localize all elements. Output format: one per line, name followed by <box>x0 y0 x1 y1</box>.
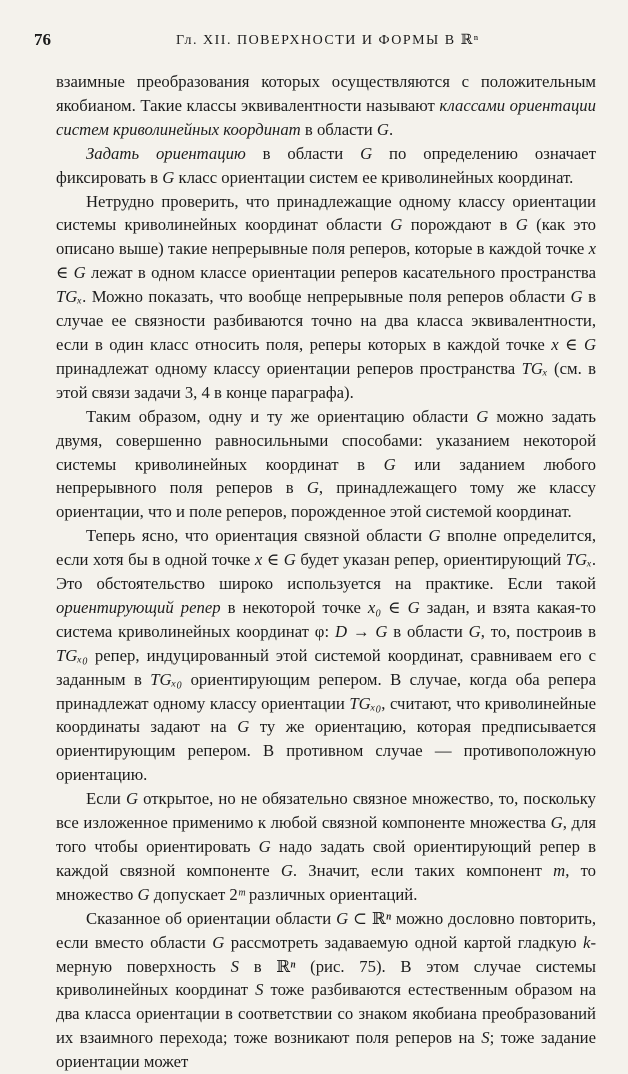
italic-run: S <box>481 1028 490 1048</box>
italic-run: k <box>583 932 591 952</box>
italic-run: ᵐ <box>237 884 245 904</box>
italic-run: x₀ <box>367 597 382 617</box>
text-run: рассмотреть задаваемую одной картой гладкую <box>224 932 584 952</box>
text-run: -мерную поверхность <box>56 932 597 976</box>
italic-run: ₓ₀ <box>370 693 382 713</box>
italic-run: S <box>230 956 239 976</box>
italic-run: G <box>125 789 138 809</box>
italic-run: TG <box>565 550 588 570</box>
italic-run: G <box>283 550 296 570</box>
text-run: Если <box>86 789 126 809</box>
text-run: в некоторой точке <box>220 597 368 617</box>
text-run: ∈ <box>558 334 584 354</box>
text-run: → <box>347 621 376 641</box>
text-run: задан, и взята какая-то система криволинейных координат φ: <box>56 597 596 641</box>
italic-run: S <box>255 980 264 1000</box>
italic-run: G <box>280 860 293 880</box>
paragraph <box>56 787 596 907</box>
running-title: Гл. XII. ПОВЕРХНОСТИ И ФОРМЫ В ℝⁿ <box>176 33 480 48</box>
italic-run: G <box>306 478 319 498</box>
text-run: можно задать двумя, совершенно равносильными способами: указанием некоторой системы криволинейных координат в <box>56 406 596 474</box>
text-run: надо задать свой ориентирующий репер в каждой связной компоненте <box>56 837 596 880</box>
italic-run: TG <box>150 669 172 689</box>
italic-run: G <box>73 263 86 283</box>
italic-run: G <box>468 621 481 641</box>
italic-run: TG <box>56 287 78 307</box>
text-run: . Это обстоятельство широко используется на практике. Если такой <box>56 550 596 594</box>
italic-run: x <box>588 239 596 259</box>
text-run: ∈ <box>56 263 74 283</box>
text-run: вполне определится, если хотя бы в одной точке <box>56 526 596 570</box>
text-run: допускает 2 <box>149 884 238 904</box>
italic-run: x <box>254 550 263 570</box>
text-run: взаимные преобразования которых осуществляются с положительным якобианом. Такие классы эквивалентности называют <box>56 72 596 115</box>
text-run: или заданием любого непрерывного поля реперов в <box>56 454 596 498</box>
italic-run: G <box>375 621 388 641</box>
text-run: открытое, но не обязательно связное множество, то, поскольку все изложенное применимо к любой связной компоненте множества <box>56 789 596 833</box>
text-run: по определению означает фиксировать в <box>56 143 597 187</box>
text-run: принадлежат одному классу ориентации реперов пространства <box>56 358 522 378</box>
italic-run: G <box>336 908 349 928</box>
italic-run: ₓ₀ <box>171 669 183 689</box>
text-run: можно дословно повторить, если вместо области <box>56 908 596 952</box>
italic-run: x <box>551 334 559 354</box>
text-run: (рис. 75). В этом случае системы криволинейных координат <box>56 956 597 1000</box>
text-run: , то, построив в <box>480 621 597 641</box>
paragraph <box>56 524 596 787</box>
text-run: тоже разбиваются естественным образом на два класса ориентации в соответствии со знаком якобиана преобразований их взаимного перехода; тоже возникают поля реперов на <box>56 980 596 1048</box>
text-run: Сказанное об ориентации области <box>86 908 337 928</box>
italic-run: TG <box>521 358 543 378</box>
text-run: в области <box>245 143 361 163</box>
page-number: 76 <box>34 30 51 49</box>
text-run: порождают в <box>402 215 516 235</box>
italic-run: G <box>383 454 396 474</box>
text-run: в области <box>300 119 377 139</box>
text-run: Теперь ясно, что ориентация связной области <box>86 526 429 546</box>
text-run: , принадлежащего тому же классу ориентации, что и поле реперов, порожденное этой системой координат. <box>56 478 596 522</box>
text-run: , считают, что криволинейные координаты задают на <box>56 693 596 737</box>
text-run: лежат в одном классе ориентации реперов касательного пространства <box>85 263 596 283</box>
text-run: ориентирующим репером. В случае, когда оба репера принадлежат одному классу ориентации <box>56 669 596 713</box>
paragraph <box>56 405 596 525</box>
italic-run: G <box>390 215 403 235</box>
text-run: Таким образом, одну и ту же ориентацию области <box>86 406 477 426</box>
italic-run: G <box>428 526 441 546</box>
paragraph <box>56 190 596 405</box>
text-run: . Можно показать, что вообще непрерывные поля реперов области <box>82 287 571 307</box>
text-run: , то множество <box>56 860 597 904</box>
text-run: ; тоже задание ориентации может <box>56 1028 596 1072</box>
italic-run: TG <box>56 645 78 665</box>
italic-run: G <box>137 884 150 904</box>
text-run: в ℝ <box>238 956 291 976</box>
italic-run: классами ориентации систем криволинейных координат <box>56 95 596 139</box>
italic-run: ₓ <box>542 358 548 378</box>
text-run: будет указан репер, ориентирующий <box>295 550 566 570</box>
text-run: различных ориентаций. <box>244 884 418 904</box>
text-run: . Значит, если таких компонент <box>292 860 554 880</box>
paragraph <box>56 70 596 142</box>
italic-run: ⁿ <box>290 956 296 976</box>
italic-run: D <box>334 621 347 641</box>
text-run: ∈ <box>262 550 284 570</box>
italic-run: TG <box>349 693 371 713</box>
page-header <box>0 30 628 52</box>
text-run: . <box>388 119 394 139</box>
paragraph <box>56 142 596 190</box>
text-run: в области <box>387 621 469 641</box>
body-text <box>56 70 596 1074</box>
text-run: репер, индуцированный этой системой координат, сравниваем его с заданным в <box>56 645 596 689</box>
text-run: (как это описано выше) такие непрерывные поля реперов, которые в каждой точке <box>56 215 596 259</box>
text-run: в случае ее связности разбиваются точно на два класса эквивалентности, если в один класс относить поля, реперы которых в каждой точке <box>56 287 596 354</box>
italic-run: G <box>360 143 373 163</box>
italic-run: G <box>237 717 250 737</box>
italic-run: G <box>515 215 528 235</box>
italic-run: ₓ <box>77 287 83 307</box>
text-run: класс ориентации систем ее криволинейных координат. <box>174 167 574 187</box>
italic-run: ⁿ <box>385 908 392 928</box>
italic-run: G <box>476 406 489 426</box>
italic-run: G <box>212 932 225 952</box>
italic-run: ориентирующий репер <box>56 597 221 617</box>
text-run: , для того чтобы ориентировать <box>56 813 596 856</box>
italic-run: Задать ориентацию <box>86 143 246 163</box>
italic-run: G <box>376 119 389 139</box>
italic-run: G <box>258 837 271 856</box>
italic-run: ₓ₀ <box>77 645 88 665</box>
text-run: ⊂ ℝ <box>348 908 386 928</box>
text-run: ∈ <box>381 597 408 617</box>
paragraph <box>56 907 596 1074</box>
text-run: Нетрудно проверить, что принадлежащие одному классу ориентации системы криволинейных координат области <box>56 191 596 235</box>
italic-run: ₓ <box>587 550 592 570</box>
italic-run: G <box>583 334 596 354</box>
italic-run: G <box>550 813 563 833</box>
italic-run: G <box>407 597 420 617</box>
italic-run: G <box>162 167 175 187</box>
italic-run: m <box>553 860 566 880</box>
italic-run: G <box>570 287 583 307</box>
text-run: ту же ориентацию, которая предписывается ориентирующим репером. В противном случае — противоположную ориентацию. <box>56 717 596 785</box>
text-run: (см. в этой связи задачи 3, 4 в конце параграфа). <box>56 358 597 402</box>
